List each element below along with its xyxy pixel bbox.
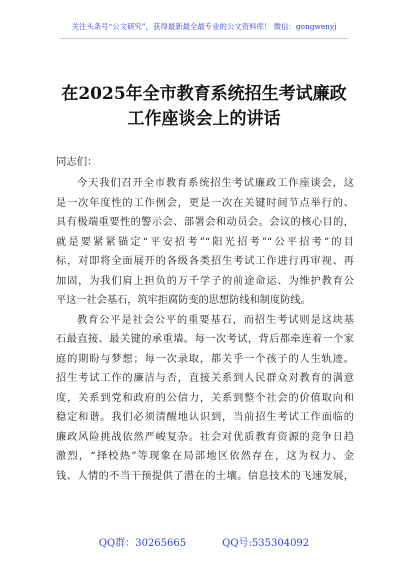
- title-line-1: 在2025年全市教育系统招生考试廉政: [61, 84, 347, 104]
- body-line: 平这一社会基石，筑牢拒腐防变的思想防线和制度防线。: [56, 295, 311, 306]
- footer-contact: [0, 537, 408, 551]
- body-line: 招生考试工作的廉洁与否，直接关系到人民群众对教育的满意: [56, 373, 354, 384]
- footer-qq-group: QQ群：30265665: [98, 538, 187, 549]
- body-line: 石最直接、最关键的承重墙。每一次考试，背后都牵连着一个家: [56, 334, 354, 345]
- header-divider: [60, 38, 348, 39]
- title-line-2: 工作座谈会上的讲话: [127, 109, 281, 129]
- body-text: [56, 174, 354, 486]
- document-title: [0, 82, 408, 132]
- body-line: 加固，为我们肩上担负的万千学子的前途命运、为维护教育公: [56, 275, 354, 287]
- body-line: 是一次年度性的工作例会，更是一次在关键时间节点举行的、: [56, 197, 354, 209]
- body-line: 稳定和谐。我们必须清醒地认识到，当前招生考试工作面临的: [56, 412, 354, 423]
- body-line: 庭的期盼与梦想；每一次录取，都关乎一个孩子的人生轨迹。: [56, 353, 354, 365]
- body-line: 就是要紧紧锚定“平安招考”“阳光招考”“公平招考”的目: [56, 236, 354, 248]
- header-promo-note: 关注头条号“公文研究”，获得最新最全最专业的公文资料库！ 微信：gongwenyj: [71, 22, 337, 31]
- body-line: 钱、人情的不当干预提供了潜在的土壤。信息技术的飞速发展，: [56, 470, 354, 482]
- body-line: 今天我们召开全市教育系统招生考试廉政工作座谈会，这: [77, 178, 354, 189]
- body-line: 标，对即将全面展开的各级各类招生考试工作进行再审视、再: [56, 256, 354, 267]
- body-line: 教育公平是社会公平的重要基石，而招生考试则是这块基: [77, 314, 354, 326]
- body-line: 廉政风险挑战依然严峻复杂。社会对优质教育资源的竞争日趋: [56, 431, 354, 443]
- body-line: 激烈，“择校热”等现象在局部地区依然存在，这为权力、金: [56, 451, 354, 462]
- body-line: 具有极端重要性的警示会、部署会和动员会。会议的核心目的，: [56, 217, 354, 228]
- body-line: 度，关系到党和政府的公信力，关系到整个社会的价值取向和: [56, 392, 354, 404]
- footer-qq-number: QQ号:535304092: [222, 538, 310, 549]
- salutation: 同志们：: [56, 156, 98, 168]
